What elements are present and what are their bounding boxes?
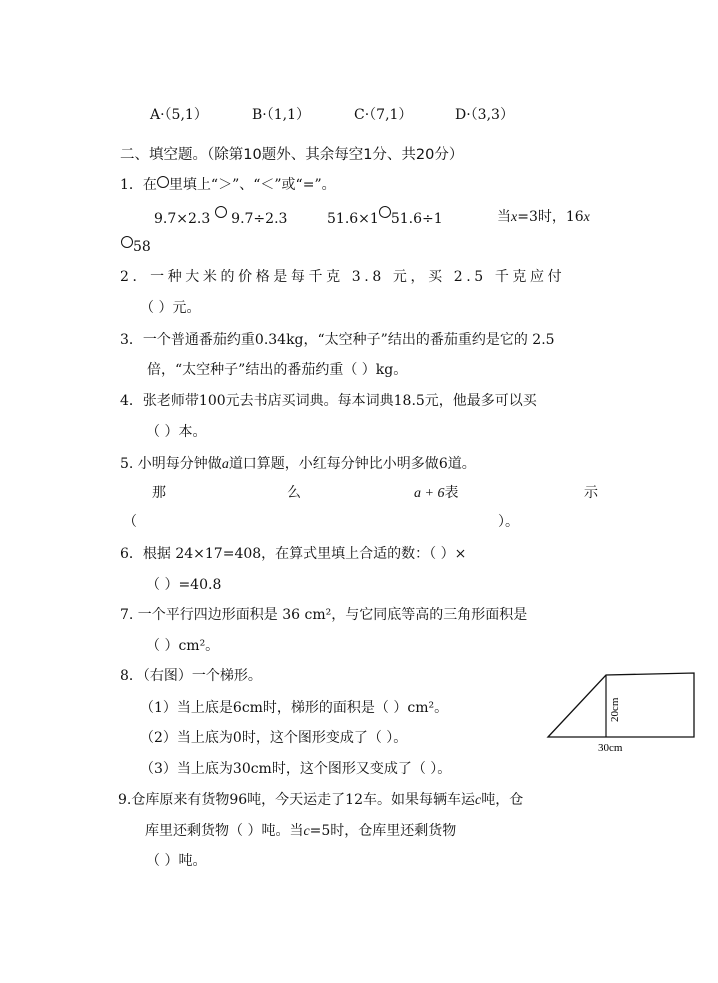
q7-line1: 7. 一个平行四边形面积是 36 cm²，与它同底等高的三角形面积是 bbox=[120, 607, 528, 623]
circle-icon bbox=[157, 176, 169, 188]
trapezoid-shape bbox=[548, 673, 694, 737]
q9-line2: 库里还剩货物（ ）吨。当c=5时，仓库里还剩货物 bbox=[145, 823, 457, 839]
q1-item-a: 9.7×2.3 9.7÷2.3 bbox=[154, 206, 287, 227]
q5-line1: 5. 小明每分钟做a道口算题，小红每分钟比小明多做6道。 bbox=[120, 456, 476, 472]
q5-paren-open: （ bbox=[123, 514, 137, 530]
q2-line1: 2．一种大米的价格是每千克 3.8 元，买 2.5 千克应付 bbox=[120, 269, 566, 285]
option-b: B·（1,1） bbox=[252, 107, 311, 123]
section-title: 二、填空题。（除第10题外、其余每空1分、共20分） bbox=[120, 147, 464, 163]
q1-item-b: 51.6×1 51.6÷1 bbox=[327, 206, 443, 227]
option-d: D·（3,3） bbox=[455, 107, 514, 123]
q6-line2: （ ）=40.8 bbox=[146, 577, 222, 593]
q7-line2: （ ）cm²。 bbox=[146, 638, 220, 654]
q5-word-shi: 示 bbox=[584, 485, 598, 501]
trapezoid-figure bbox=[544, 668, 702, 756]
q5-expression: a + 6表 bbox=[414, 485, 459, 501]
circle-icon bbox=[379, 206, 391, 218]
q5-word-na: 那 bbox=[152, 485, 166, 501]
circle-icon bbox=[121, 236, 133, 248]
q3-line2: 倍，“太空种子”结出的番茄约重（ ）kg。 bbox=[147, 362, 408, 378]
q5-word-me: 么 bbox=[287, 485, 301, 501]
q9-line3: （ ）吨。 bbox=[146, 853, 207, 869]
q3-line1: 3．一个普通番茄约重0.34kg，“太空种子”结出的番茄重约是它的 2.5 bbox=[120, 332, 555, 348]
q5-paren-close: ）。 bbox=[498, 514, 519, 530]
q8-sub3: （3）当上底为30cm时，这个图形又变成了（ ）。 bbox=[140, 761, 452, 777]
circle-icon bbox=[215, 206, 227, 218]
q1-prompt: 1．在 里填上“＞”、“＜”或“=”。 bbox=[120, 177, 336, 193]
q2-line2: （ ）元。 bbox=[140, 300, 201, 316]
q8-title: 8．（右图）一个梯形。 bbox=[120, 668, 262, 684]
option-a: A·（5,1） bbox=[150, 107, 208, 123]
trapezoid-height-label: 20cm bbox=[609, 697, 621, 722]
option-c: C·（7,1） bbox=[354, 107, 413, 123]
q4-line2: （ ）本。 bbox=[146, 424, 207, 440]
q1-item-c-cont: 58 bbox=[121, 236, 151, 255]
q8-sub2: （2）当上底为0时，这个图形变成了（ ）。 bbox=[140, 730, 408, 746]
q1-item-c: 当x=3时，16x bbox=[497, 209, 590, 225]
q4-line1: 4．张老师带100元去书店买词典。每本词典18.5元，他最多可以买 bbox=[120, 393, 537, 409]
q8-sub1: （1）当上底是6cm时，梯形的面积是（ ）cm²。 bbox=[140, 700, 449, 716]
trapezoid-base-label: 30cm bbox=[598, 742, 623, 754]
q9-line1: 9.仓库原来有货物96吨，今天运走了12车。如果每辆车运c吨，仓 bbox=[118, 792, 524, 808]
q6-line1: 6．根据 24×17=408，在算式里填上合适的数：（ ）× bbox=[120, 546, 467, 562]
